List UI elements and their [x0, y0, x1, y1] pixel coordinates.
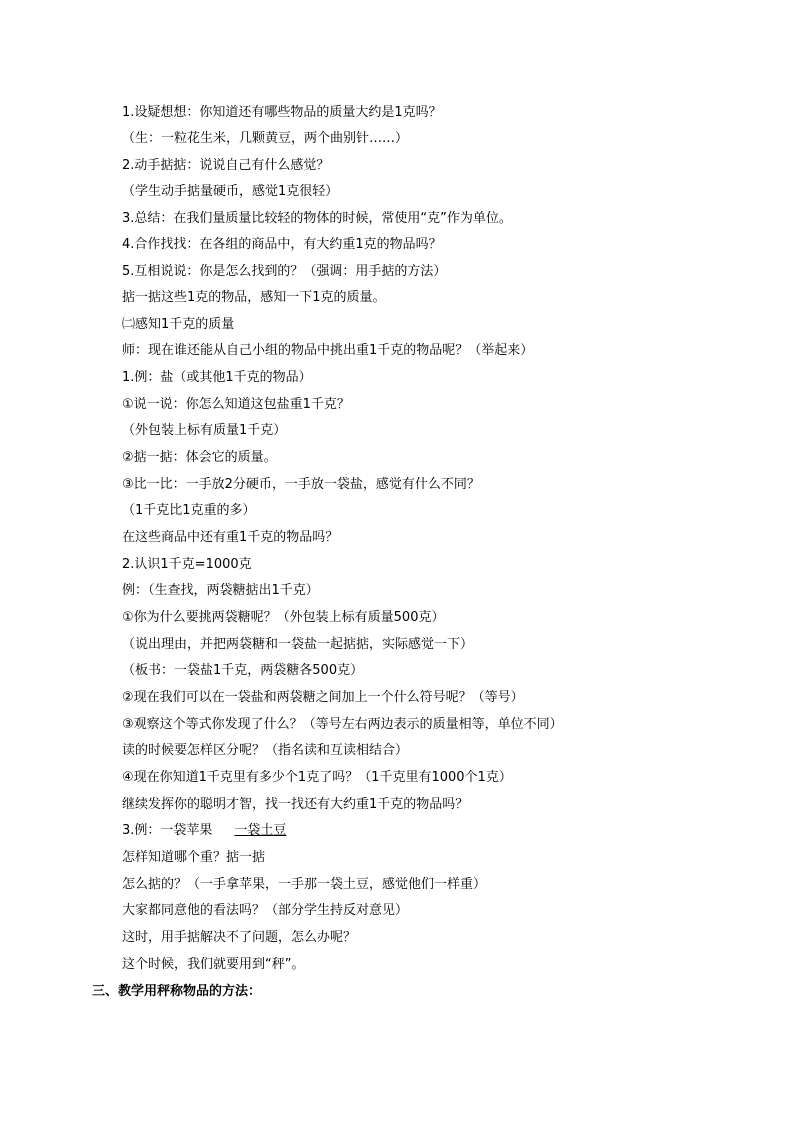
section-subheading: ㈡感知1千克的质量 — [122, 317, 235, 332]
section-heading: 三、教学用秤称物品的方法： — [92, 984, 262, 999]
text-line: ②现在我们可以在一袋盐和两袋糖之间加上一个什么符号呢？（等号） — [122, 690, 524, 705]
text-line: ①说一说：你怎么知道这包盐重1千克？ — [122, 397, 350, 412]
text-line: ②掂一掂：体会它的质量。 — [122, 450, 277, 465]
text-line: （说出理由，并把两袋糖和一袋盐一起掂掂，实际感觉一下） — [122, 637, 474, 652]
text-line: 2.认识1千克=1000克 — [122, 557, 252, 572]
text-line: （1千克比1克重的多） — [122, 503, 256, 518]
text-line: 继续发挥你的聪明才智，找一找还有大约重1千克的物品吗？ — [122, 797, 469, 812]
text-line: 掂一掂这些1克的物品，感知一下1克的质量。 — [122, 290, 386, 305]
text-line: ③观察这个等式你发现了什么？（等号左右两边表示的质量相等，单位不同） — [122, 717, 563, 732]
text-line: （外包装上标有质量1千克） — [122, 423, 287, 438]
text-line: ③比一比：一手放2分硬币，一手放一袋盐，感觉有什么不同？ — [122, 477, 480, 492]
text-line: 5.互相说说：你是怎么找到的？（强调：用手掂的方法） — [122, 264, 447, 279]
text-line: 1.例：盐（或其他1千克的物品） — [122, 370, 312, 385]
text-line: 在这些商品中还有重1千克的物品吗？ — [122, 530, 339, 545]
text-line: 怎么掂的？（一手拿苹果，一手那一袋土豆，感觉他们一样重） — [122, 877, 487, 892]
text-line — [122, 822, 286, 840]
text-line: 4.合作找找：在各组的商品中，有大约重1克的物品吗？ — [122, 237, 442, 252]
text-line: （学生动手掂量硬币，感觉1克很轻） — [122, 184, 339, 199]
text-line-part: 3.例：一袋苹果 — [122, 823, 213, 838]
text-line: 这时，用手掂解决不了问题，怎么办呢？ — [122, 930, 357, 945]
text-line: 怎样知道哪个重？掂一掂 — [122, 850, 266, 865]
text-line: 3.总结：在我们量质量比较轻的物体的时候，常使用“克”作为单位。 — [122, 211, 512, 226]
text-line: ①你为什么要挑两袋糖呢？（外包装上标有质量500克） — [122, 610, 445, 625]
text-line: 2.动手掂掂：说说自己有什么感觉？ — [122, 158, 330, 173]
text-line: ④现在你知道1千克里有多少个1克了吗？（1千克里有1000个1克） — [122, 770, 512, 785]
text-line: 师：现在谁还能从自己小组的物品中挑出重1千克的物品呢？（举起来） — [122, 343, 534, 358]
text-line: （生：一粒花生米，几颗黄豆，两个曲别针……） — [122, 131, 409, 146]
text-line: （板书：一袋盐1千克，两袋糖各500克） — [122, 663, 364, 678]
text-line: 1.设疑想想：你知道还有哪些物品的质量大约是1克吗？ — [122, 105, 442, 120]
underlined-text: 一袋土豆 — [234, 823, 287, 838]
text-line: 例：（生查找，两袋糖掂出1千克） — [122, 583, 319, 598]
text-line: 大家都同意他的看法吗？（部分学生持反对意见） — [122, 903, 409, 918]
text-line: 这个时候，我们就要用到“秤”。 — [122, 957, 305, 972]
text-line: 读的时候要怎样区分呢？（指名读和互读相结合） — [122, 743, 409, 758]
